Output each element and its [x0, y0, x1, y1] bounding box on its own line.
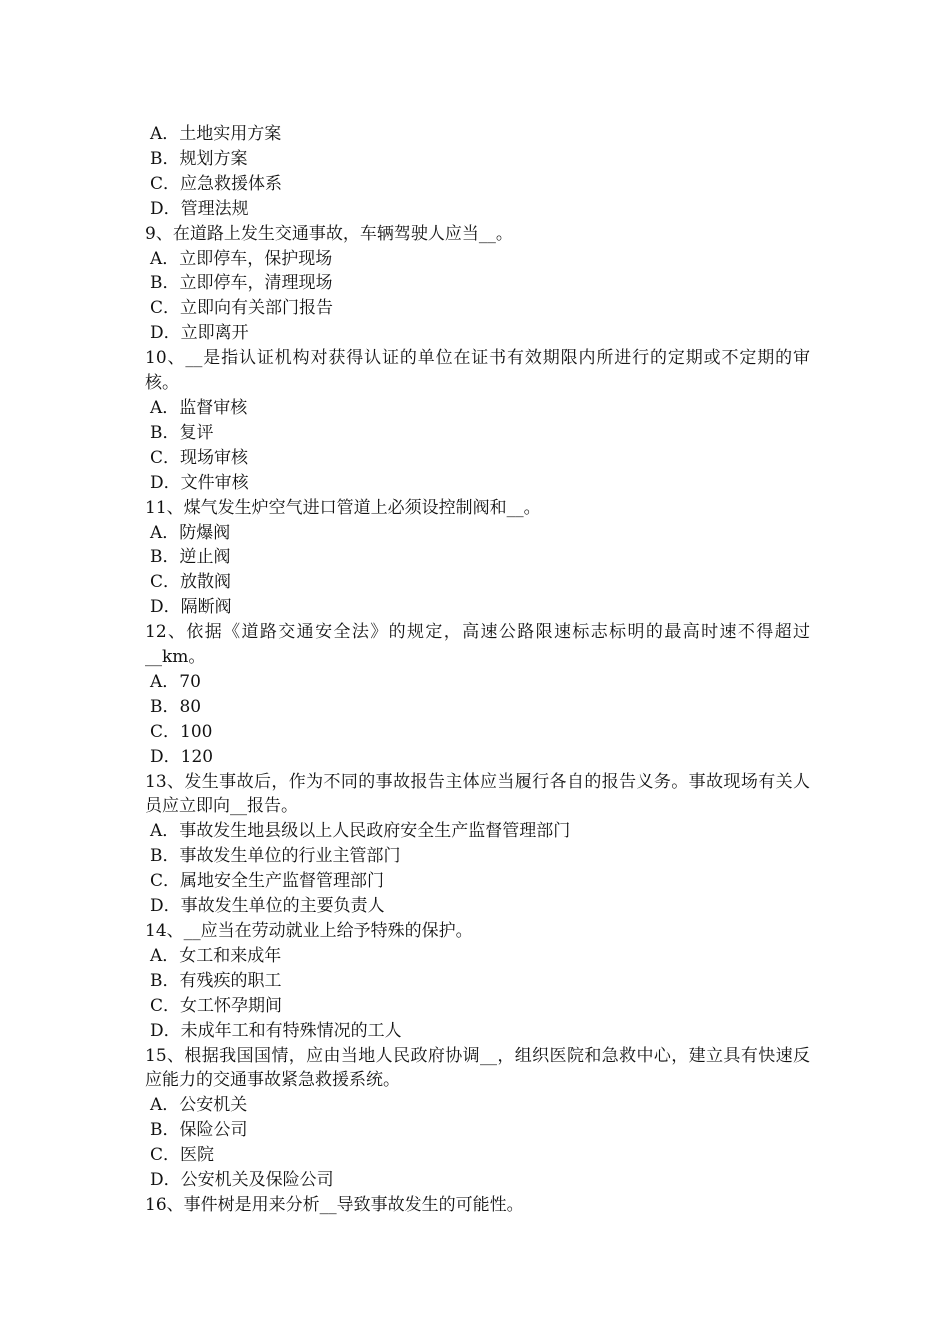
option-10-c: C．现场审核 [150, 447, 249, 468]
option-14-d: D．未成年工和有特殊情况的工人 [150, 1020, 402, 1041]
option-15-a: A．公安机关 [150, 1095, 248, 1116]
option-8-c: C．应急救援体系 [150, 173, 283, 194]
option-12-c: C．100 [150, 721, 213, 742]
option-9-b: B．立即停车，清理现场 [150, 273, 333, 294]
option-9-a: A．立即停车，保护现场 [150, 248, 333, 269]
question-14: 14、__应当在劳动就业上给予特殊的保护。 [145, 921, 473, 941]
question-15: 15、根据我国国情，应由当地人民政府协调__，组织医院和急救中心，建立具有快速反应能力的交通事故紧急救援系统。 [145, 1045, 810, 1091]
option-12-b: B．80 [150, 696, 202, 717]
option-14-a: A．女工和来成年 [150, 945, 282, 966]
option-14-b: B．有残疾的职工 [150, 970, 282, 991]
option-11-c: C．放散阀 [150, 572, 232, 593]
question-9: 9、在道路上发生交通事故，车辆驾驶人应当__。 [145, 223, 513, 244]
option-8-a: A．土地实用方案 [150, 124, 282, 144]
option-13-a: A．事故发生地县级以上人民政府安全生产监督管理部门 [150, 821, 571, 842]
document-page [145, 122, 810, 1218]
question-13: 13、发生事故后，作为不同的事故报告主体应当履行各自的报告义务。事故现场有关人员应立即向__报告。 [145, 771, 810, 817]
option-10-b: B．复评 [150, 422, 214, 443]
option-15-c: C．医院 [150, 1145, 215, 1166]
option-8-b: B．规划方案 [150, 148, 248, 169]
question-16: 16、事件树是用来分析__导致事故发生的可能性。 [145, 1194, 524, 1215]
option-9-d: D．立即离开 [150, 323, 249, 344]
option-11-a: A．防爆阀 [150, 522, 231, 543]
option-13-c: C．属地安全生产监督管理部门 [150, 871, 385, 892]
option-11-b: B．逆止阀 [150, 547, 231, 568]
option-14-c: C．女工怀孕期间 [150, 995, 283, 1016]
option-12-d: D．120 [150, 746, 214, 767]
option-13-b: B．事故发生单位的行业主管部门 [150, 846, 401, 867]
question-10: 10、__是指认证机构对获得认证的单位在证书有效期限内所进行的定期或不定期的审核。 [145, 348, 810, 394]
option-13-d: D．事故发生单位的主要负责人 [150, 896, 385, 917]
question-11: 11、煤气发生炉空气进口管道上必须设控制阀和__。 [145, 497, 541, 518]
option-12-a: A．70 [150, 671, 201, 692]
option-11-d: D．隔断阀 [150, 597, 232, 618]
question-12: 12、依据《道路交通安全法》的规定，高速公路限速标志标明的最高时速不得超过__km。 [145, 622, 810, 668]
option-15-b: B．保险公司 [150, 1120, 248, 1141]
option-10-a: A．监督审核 [150, 397, 248, 418]
option-15-d: D．公安机关及保险公司 [150, 1170, 334, 1191]
option-9-c: C．立即向有关部门报告 [150, 298, 334, 319]
option-10-d: D．文件审核 [150, 472, 249, 493]
option-8-d: D．管理法规 [150, 198, 249, 219]
